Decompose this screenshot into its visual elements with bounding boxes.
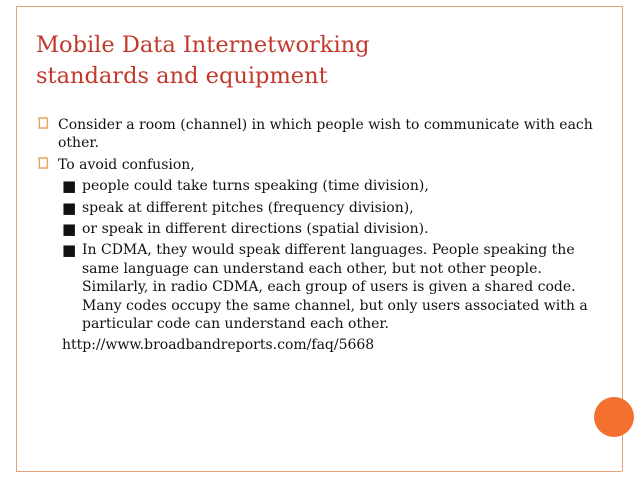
bullet-text: Consider a room (channel) in which people wish to communicate with each other.: [58, 117, 593, 152]
frame-border-bottom: [16, 471, 622, 472]
hollow-bullet-icon: [37, 117, 49, 129]
solid-square-bullet-icon: ■: [62, 198, 77, 217]
bullet-item: [36, 156, 596, 174]
slide-title: [36, 30, 596, 92]
sub-bullet-item: [36, 241, 596, 333]
sub-bullet-item: [36, 177, 596, 195]
frame-border-left: [16, 6, 17, 471]
solid-square-bullet-icon: ■: [62, 220, 77, 239]
bullet-item: [36, 116, 596, 153]
title-line-2: standards and equipment: [36, 63, 328, 89]
solid-square-bullet-icon: ■: [62, 177, 77, 196]
sub-bullet-text: people could take turns speaking (time division),: [82, 178, 429, 195]
frame-border-top: [16, 6, 622, 7]
sub-bullet-item: [36, 199, 596, 217]
sub-bullet-item: [36, 220, 596, 238]
source-url: http://www.broadbandreports.com/faq/5668: [62, 337, 375, 354]
bullet-text: To avoid confusion,: [58, 156, 195, 173]
sub-bullet-text: In CDMA, they would speak different languages. People speaking the same language can understand each other, but not other people. Similarly, in radio CDMA, each group of users is given a shared code. Many codes occupy the same channel, but only users associated with a particular code can understand each other.: [82, 242, 588, 333]
hollow-bullet-icon: [37, 157, 49, 169]
orange-circle-decoration: [594, 397, 634, 437]
sub-bullet-text: or speak in different directions (spatial division).: [82, 221, 429, 238]
solid-square-bullet-icon: ■: [62, 241, 77, 260]
sub-bullet-text: speak at different pitches (frequency division),: [82, 199, 414, 216]
slide-body: [36, 116, 596, 355]
title-line-1: Mobile Data Internetworking: [36, 32, 370, 58]
